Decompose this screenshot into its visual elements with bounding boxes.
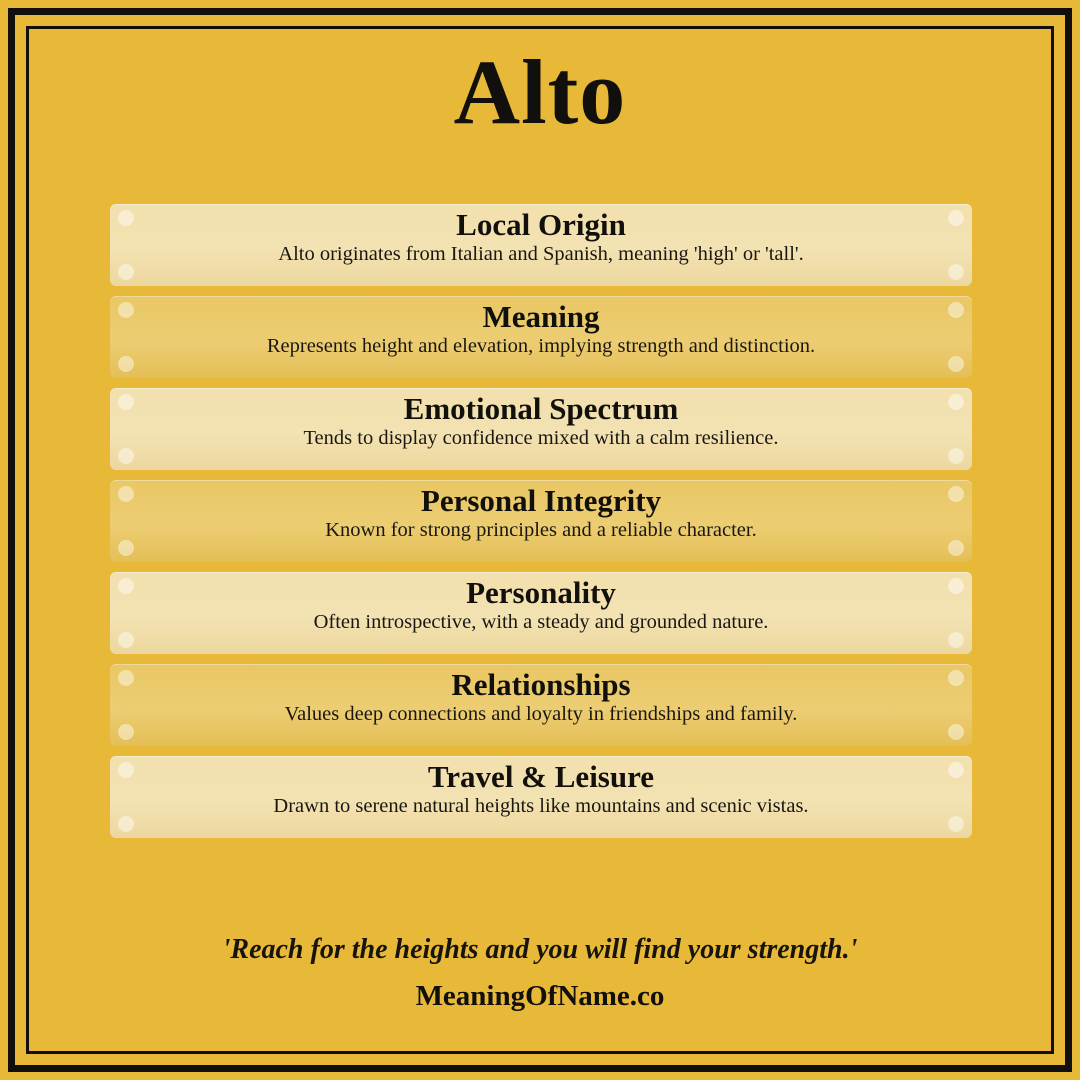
rivet-icon bbox=[118, 632, 134, 648]
rivet-icon bbox=[118, 210, 134, 226]
page-title: Alto bbox=[453, 41, 627, 143]
section-relationships bbox=[110, 664, 972, 746]
rivet-icon bbox=[118, 356, 134, 372]
section-title: Emotional Spectrum bbox=[403, 391, 679, 426]
rivet-icon bbox=[118, 394, 134, 410]
rivet-icon bbox=[948, 264, 964, 280]
section-title: Travel & Leisure bbox=[427, 759, 655, 794]
rivet-icon bbox=[948, 356, 964, 372]
quote-text: 'Reach for the heights and you will find your strength.' bbox=[222, 934, 858, 965]
rivet-icon bbox=[118, 578, 134, 594]
rivet-icon bbox=[118, 302, 134, 318]
brand-name: MeaningOfName.co bbox=[415, 980, 665, 1012]
section-title: Local Origin bbox=[456, 207, 626, 242]
rivet-icon bbox=[948, 210, 964, 226]
rivet-icon bbox=[118, 670, 134, 686]
section-personality bbox=[110, 572, 972, 654]
rivet-icon bbox=[118, 448, 134, 464]
rivet-icon bbox=[948, 486, 964, 502]
section-description: Known for strong principles and a reliable character. bbox=[325, 518, 757, 541]
rivet-icon bbox=[948, 540, 964, 556]
section-travel-and-leisure bbox=[110, 756, 972, 838]
section-title: Relationships bbox=[451, 667, 631, 702]
section-description: Values deep connections and loyalty in friendships and family. bbox=[284, 702, 798, 725]
section-title: Meaning bbox=[482, 299, 600, 334]
rivet-icon bbox=[118, 816, 134, 832]
section-description: Tends to display confidence mixed with a calm resilience. bbox=[303, 426, 779, 449]
rivet-icon bbox=[948, 632, 964, 648]
rivet-icon bbox=[948, 762, 964, 778]
rivet-icon bbox=[118, 540, 134, 556]
section-emotional-spectrum bbox=[110, 388, 972, 470]
section-title: Personality bbox=[466, 575, 616, 610]
sections-list bbox=[110, 204, 972, 848]
section-description: Often introspective, with a steady and grounded nature. bbox=[313, 610, 769, 633]
section-local-origin bbox=[110, 204, 972, 286]
rivet-icon bbox=[948, 724, 964, 740]
section-title: Personal Integrity bbox=[420, 483, 662, 518]
section-description: Represents height and elevation, implying strength and distinction. bbox=[266, 334, 816, 357]
section-personal-integrity bbox=[110, 480, 972, 562]
rivet-icon bbox=[948, 670, 964, 686]
rivet-icon bbox=[948, 448, 964, 464]
rivet-icon bbox=[948, 816, 964, 832]
rivet-icon bbox=[118, 762, 134, 778]
rivet-icon bbox=[118, 486, 134, 502]
section-meaning bbox=[110, 296, 972, 378]
rivet-icon bbox=[118, 724, 134, 740]
rivet-icon bbox=[948, 394, 964, 410]
section-description: Alto originates from Italian and Spanish, meaning 'high' or 'tall'. bbox=[278, 242, 804, 265]
rivet-icon bbox=[948, 302, 964, 318]
section-description: Drawn to serene natural heights like mountains and scenic vistas. bbox=[273, 794, 809, 817]
rivet-icon bbox=[948, 578, 964, 594]
rivet-icon bbox=[118, 264, 134, 280]
